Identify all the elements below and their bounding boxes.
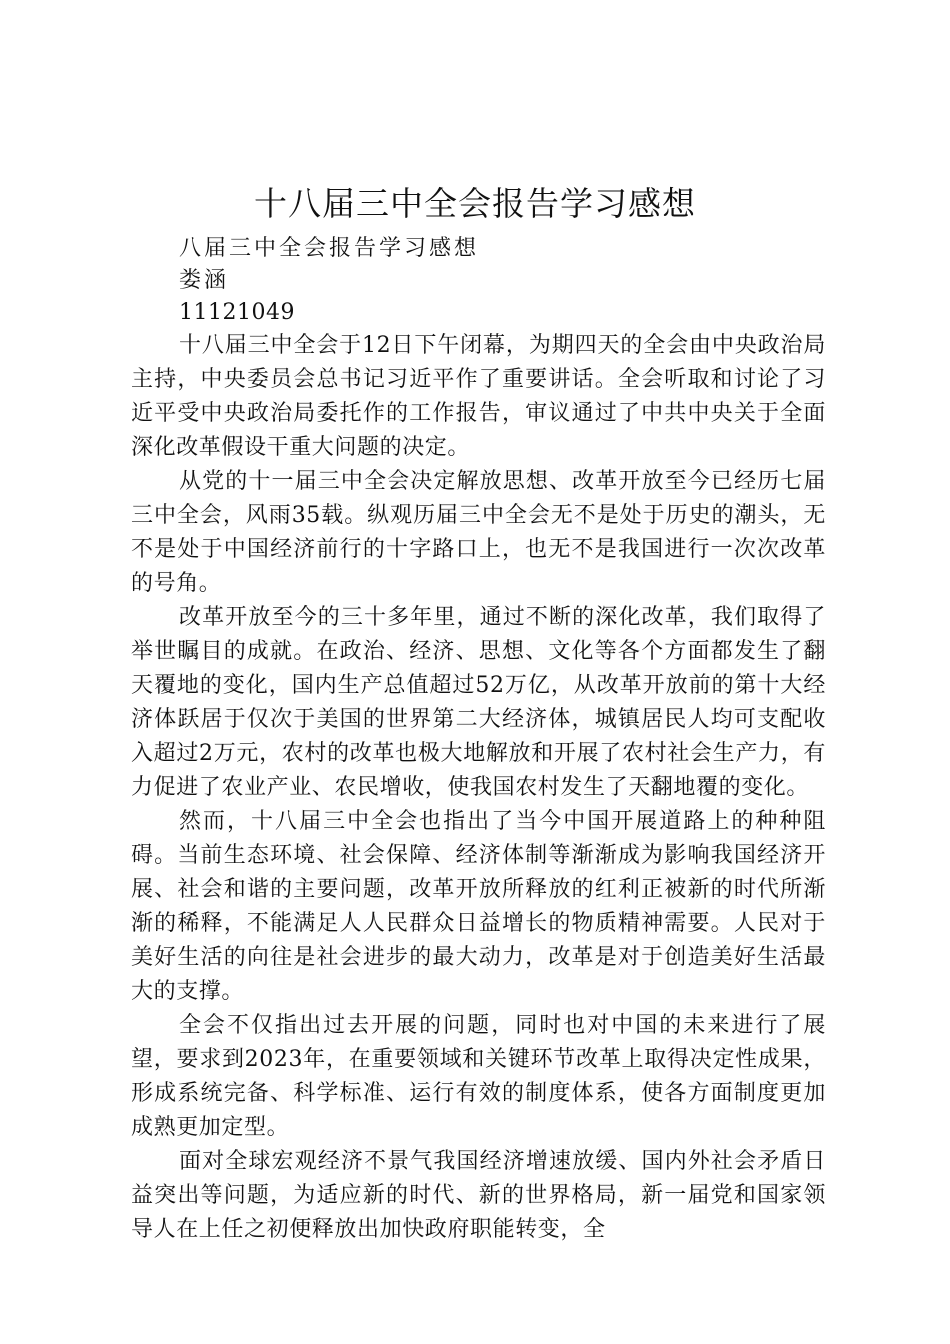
student-id: 11121049 xyxy=(179,300,295,325)
paragraph: 从党的十一届三中全会决定解放思想、改革开放至今已经历七届三中全会，风雨35载。纵观历届三中全会无不是处于历史的潮头，无不是处于中国经济前行的十字路口上，也无不是我国进行一次次改革的号角。 xyxy=(131,469,826,596)
author-name: 娄涵 xyxy=(179,268,230,293)
paragraph: 然而，十八届三中全会也指出了当今中国开展道路上的种种阻碍。当前生态环境、社会保障、经济体制等渐渐成为影响我国经济开展、社会和谐的主要问题，改革开放所释放的红利正被新的时代所渐渐的稀释，不能满足人人民群众日益增长的物质精神需要。人民对于美好生活的向往是社会进步的最大动力，改革是对于创造美好生活最大的支撑。 xyxy=(131,809,826,1004)
subtitle: 八届三中全会报告学习感想 xyxy=(179,236,480,261)
document-body xyxy=(131,233,826,1247)
paragraph: 十八届三中全会于12日下午闭幕，为期四天的全会由中央政治局主持，中央委员会总书记习近平作了重要讲话。全会听取和讨论了习近平受中央政治局委托作的工作报告，审议通过了中共中央关于全面深化改革假设干重大问题的决定。 xyxy=(131,333,826,460)
paragraph: 全会不仅指出过去开展的问题，同时也对中国的未来进行了展望，要求到2023年，在重要领域和关键环节改革上取得决定性成果，形成系统完备、科学标准、运行有效的制度体系，使各方面制度更加成熟更加定型。 xyxy=(131,1013,826,1140)
paragraph: 改革开放至今的三十多年里，通过不断的深化改革，我们取得了举世瞩目的成就。在政治、经济、思想、文化等各个方面都发生了翻天覆地的变化，国内生产总值超过52万亿，从改革开放前的第十大经济体跃居于仅次于美国的世界第二大经济体，城镇居民人均可支配收入超过2万元，农村的改革也极大地解放和开展了农村社会生产力，有力促进了农业产业、农民增收，使我国农村发生了天翻地覆的变化。 xyxy=(131,605,826,800)
page-title: 十八届三中全会报告学习感想 xyxy=(254,184,696,223)
paragraph: 面对全球宏观经济不景气我国经济增速放缓、国内外社会矛盾日益突出等问题，为适应新的时代、新的世界格局，新一届党和国家领导人在上任之初便释放出加快政府职能转变，全 xyxy=(131,1149,826,1242)
